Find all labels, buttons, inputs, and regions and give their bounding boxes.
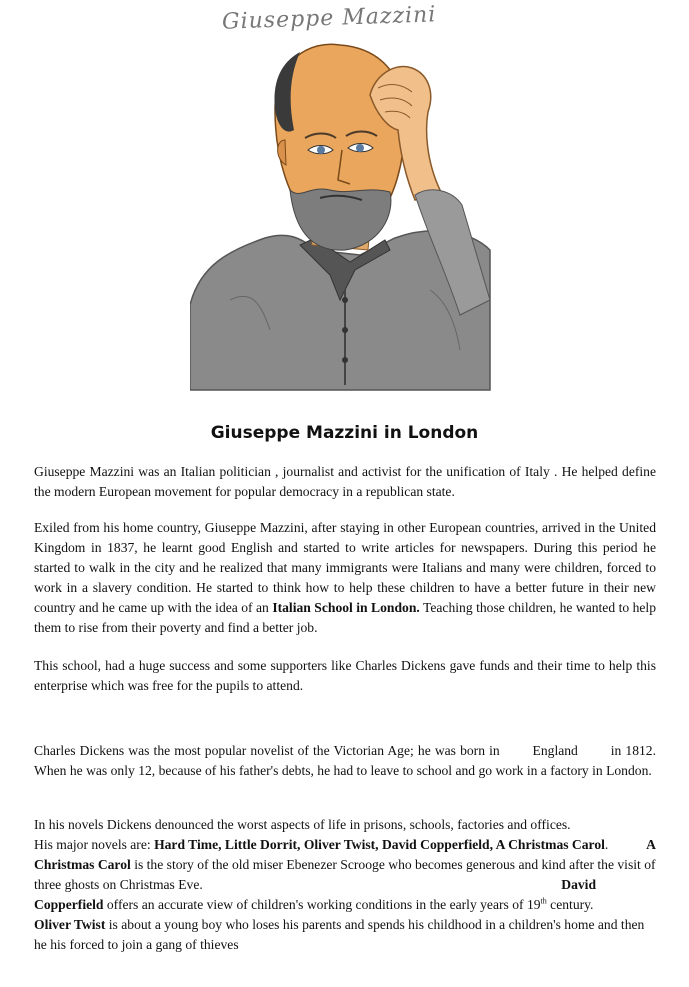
christmas-carol-text: is the story of the old miser Ebenezer Scrooge who becomes generous and kind after the visit of three ghosts on Christmas Eve. [34, 857, 656, 892]
paragraph-dickens [34, 741, 660, 781]
novels-intro: His major novels are: [34, 837, 155, 852]
copperfield-title: Copperfield [34, 897, 104, 912]
sup-th: th [540, 896, 547, 906]
century-text: century. [546, 897, 594, 912]
portrait-signature: Giuseppe Mazzini [221, 2, 437, 35]
exile-text-part2: Teaching those children, he wanted to help them to rise from their poverty and find a better job. [34, 600, 657, 635]
intro-text: Giuseppe Mazzini was an Italian politician , journalist and activist for the unification of Italy . He helped define the modern European movement for popular democracy in a republican state. [34, 464, 656, 499]
school-text: This school, had a huge success and some supporters like Charles Dickens gave funds and their time to help this enterprise which was free for the pupils to attend. [34, 658, 656, 693]
mazzini-portrait-illustration [190, 0, 500, 395]
novels-line1: In his novels Dickens denounced the worst aspects of life in prisons, schools, factories and offices. [34, 817, 571, 832]
exile-text-part1: Exiled from his home country, Giuseppe Mazzini, after staying in other European countries, arrived in the United Kingdom in 1837, he learnt good English and started to write articles for newspapers. During this period he started to walk in the city and he realized that many immigrants were Italians and many were children, forced to work in a slavery condition. He started to think how to help these children to have a better future in their new country and he came up with the idea of an [34, 520, 656, 615]
novels-list-line [34, 835, 656, 855]
christmas-carol-line [34, 855, 656, 895]
novels-period: . [604, 837, 609, 852]
copperfield-line [34, 895, 656, 915]
italian-school-bold: Italian School in London. [272, 600, 420, 615]
oliver-twist-line [34, 915, 656, 955]
novels-list: Hard Time, Little Dorrit, Oliver Twist, David Copperfield, A Christmas Carol [154, 837, 605, 852]
paragraph-school [34, 656, 656, 696]
paragraph-exile [34, 518, 656, 638]
oliver-twist-title: Oliver Twist [34, 917, 106, 932]
a-word: A [646, 837, 656, 852]
portrait-drawing [190, 0, 500, 395]
page-title: Giuseppe Mazzini in London [210, 423, 479, 443]
christmas-carol-title: Christmas Carol [34, 857, 131, 872]
exile-text [34, 518, 656, 638]
copperfield-text: offers an accurate view of children's working conditions in the early years of 19 [103, 897, 541, 912]
paragraph-novels [34, 815, 656, 955]
david-word: David [561, 877, 596, 892]
paragraph-intro [34, 462, 656, 502]
oliver-twist-text: is about a young boy who loses his parents and spends his childhood in a children's home and then he his forced to join a gang of thieves [34, 917, 645, 952]
dickens-text: Charles Dickens was the most popular novelist of the Victorian Age; he was born in England in 1812. When he was only 12, because of his father's debts, he had to leave to school and go work in a factory in London. [34, 743, 660, 778]
